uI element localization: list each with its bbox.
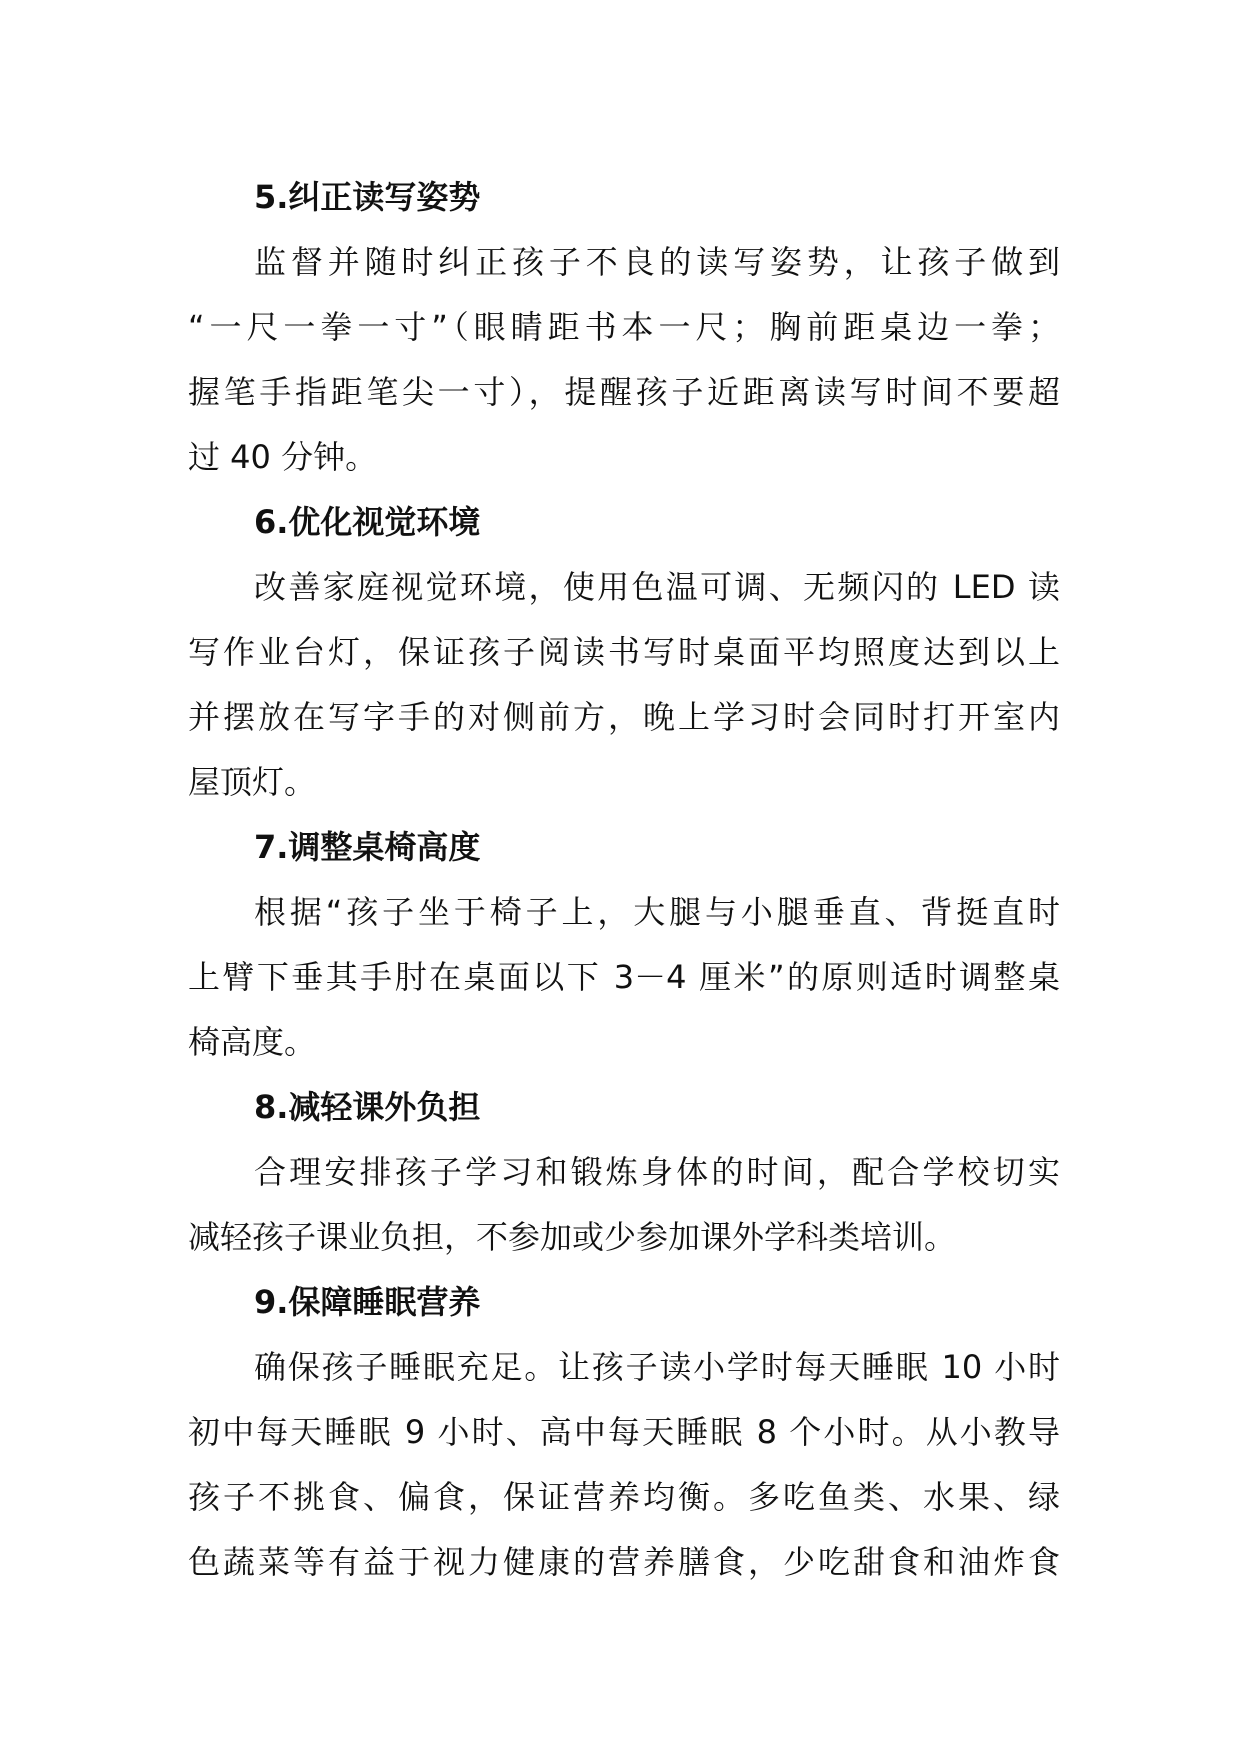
paragraph-line: 屋顶灯。 bbox=[188, 763, 317, 801]
paragraph-line: 根据“孩子坐于椅子上，大腿与小腿垂直、背挺直时 bbox=[254, 893, 1060, 931]
paragraph-line: 减轻孩子课业负担，不参加或少参加课外学科类培训。 bbox=[188, 1218, 957, 1256]
paragraph-line: 椅高度。 bbox=[188, 1023, 317, 1061]
paragraph-line: 上臂下垂其手肘在桌面以下 3－4 厘米”的原则适时调整桌 bbox=[188, 958, 1060, 996]
paragraph-line: “一尺一拳一寸”（眼睛距书本一尺；胸前距桌边一拳； bbox=[188, 308, 1060, 346]
paragraph-line: 过 40 分钟。 bbox=[188, 438, 378, 476]
paragraph-line: 监督并随时纠正孩子不良的读写姿势，让孩子做到 bbox=[254, 243, 1060, 281]
section-heading: 8.减轻课外负担 bbox=[254, 1088, 481, 1126]
paragraph-line: 孩子不挑食、偏食，保证营养均衡。多吃鱼类、水果、绿 bbox=[188, 1478, 1060, 1516]
section-heading: 5.纠正读写姿势 bbox=[254, 178, 481, 216]
paragraph-line: 合理安排孩子学习和锻炼身体的时间，配合学校切实 bbox=[254, 1153, 1060, 1191]
paragraph-line: 握笔手指距笔尖一寸），提醒孩子近距离读写时间不要超 bbox=[188, 373, 1060, 411]
paragraph-line: 初中每天睡眠 9 小时、高中每天睡眠 8 个小时。从小教导 bbox=[188, 1413, 1060, 1451]
paragraph-line: 色蔬菜等有益于视力健康的营养膳食，少吃甜食和油炸食 bbox=[188, 1543, 1060, 1581]
paragraph-line: 写作业台灯，保证孩子阅读书写时桌面平均照度达到以上 bbox=[188, 633, 1060, 671]
paragraph-line: 并摆放在写字手的对侧前方，晚上学习时会同时打开室内 bbox=[188, 698, 1060, 736]
section-heading: 9.保障睡眠营养 bbox=[254, 1283, 481, 1321]
paragraph-line: 确保孩子睡眠充足。让孩子读小学时每天睡眠 10 小时 bbox=[254, 1348, 1060, 1386]
section-heading: 6.优化视觉环境 bbox=[254, 503, 481, 541]
section-heading: 7.调整桌椅高度 bbox=[254, 828, 481, 866]
paragraph-line: 改善家庭视觉环境，使用色温可调、无频闪的 LED 读 bbox=[254, 568, 1060, 606]
